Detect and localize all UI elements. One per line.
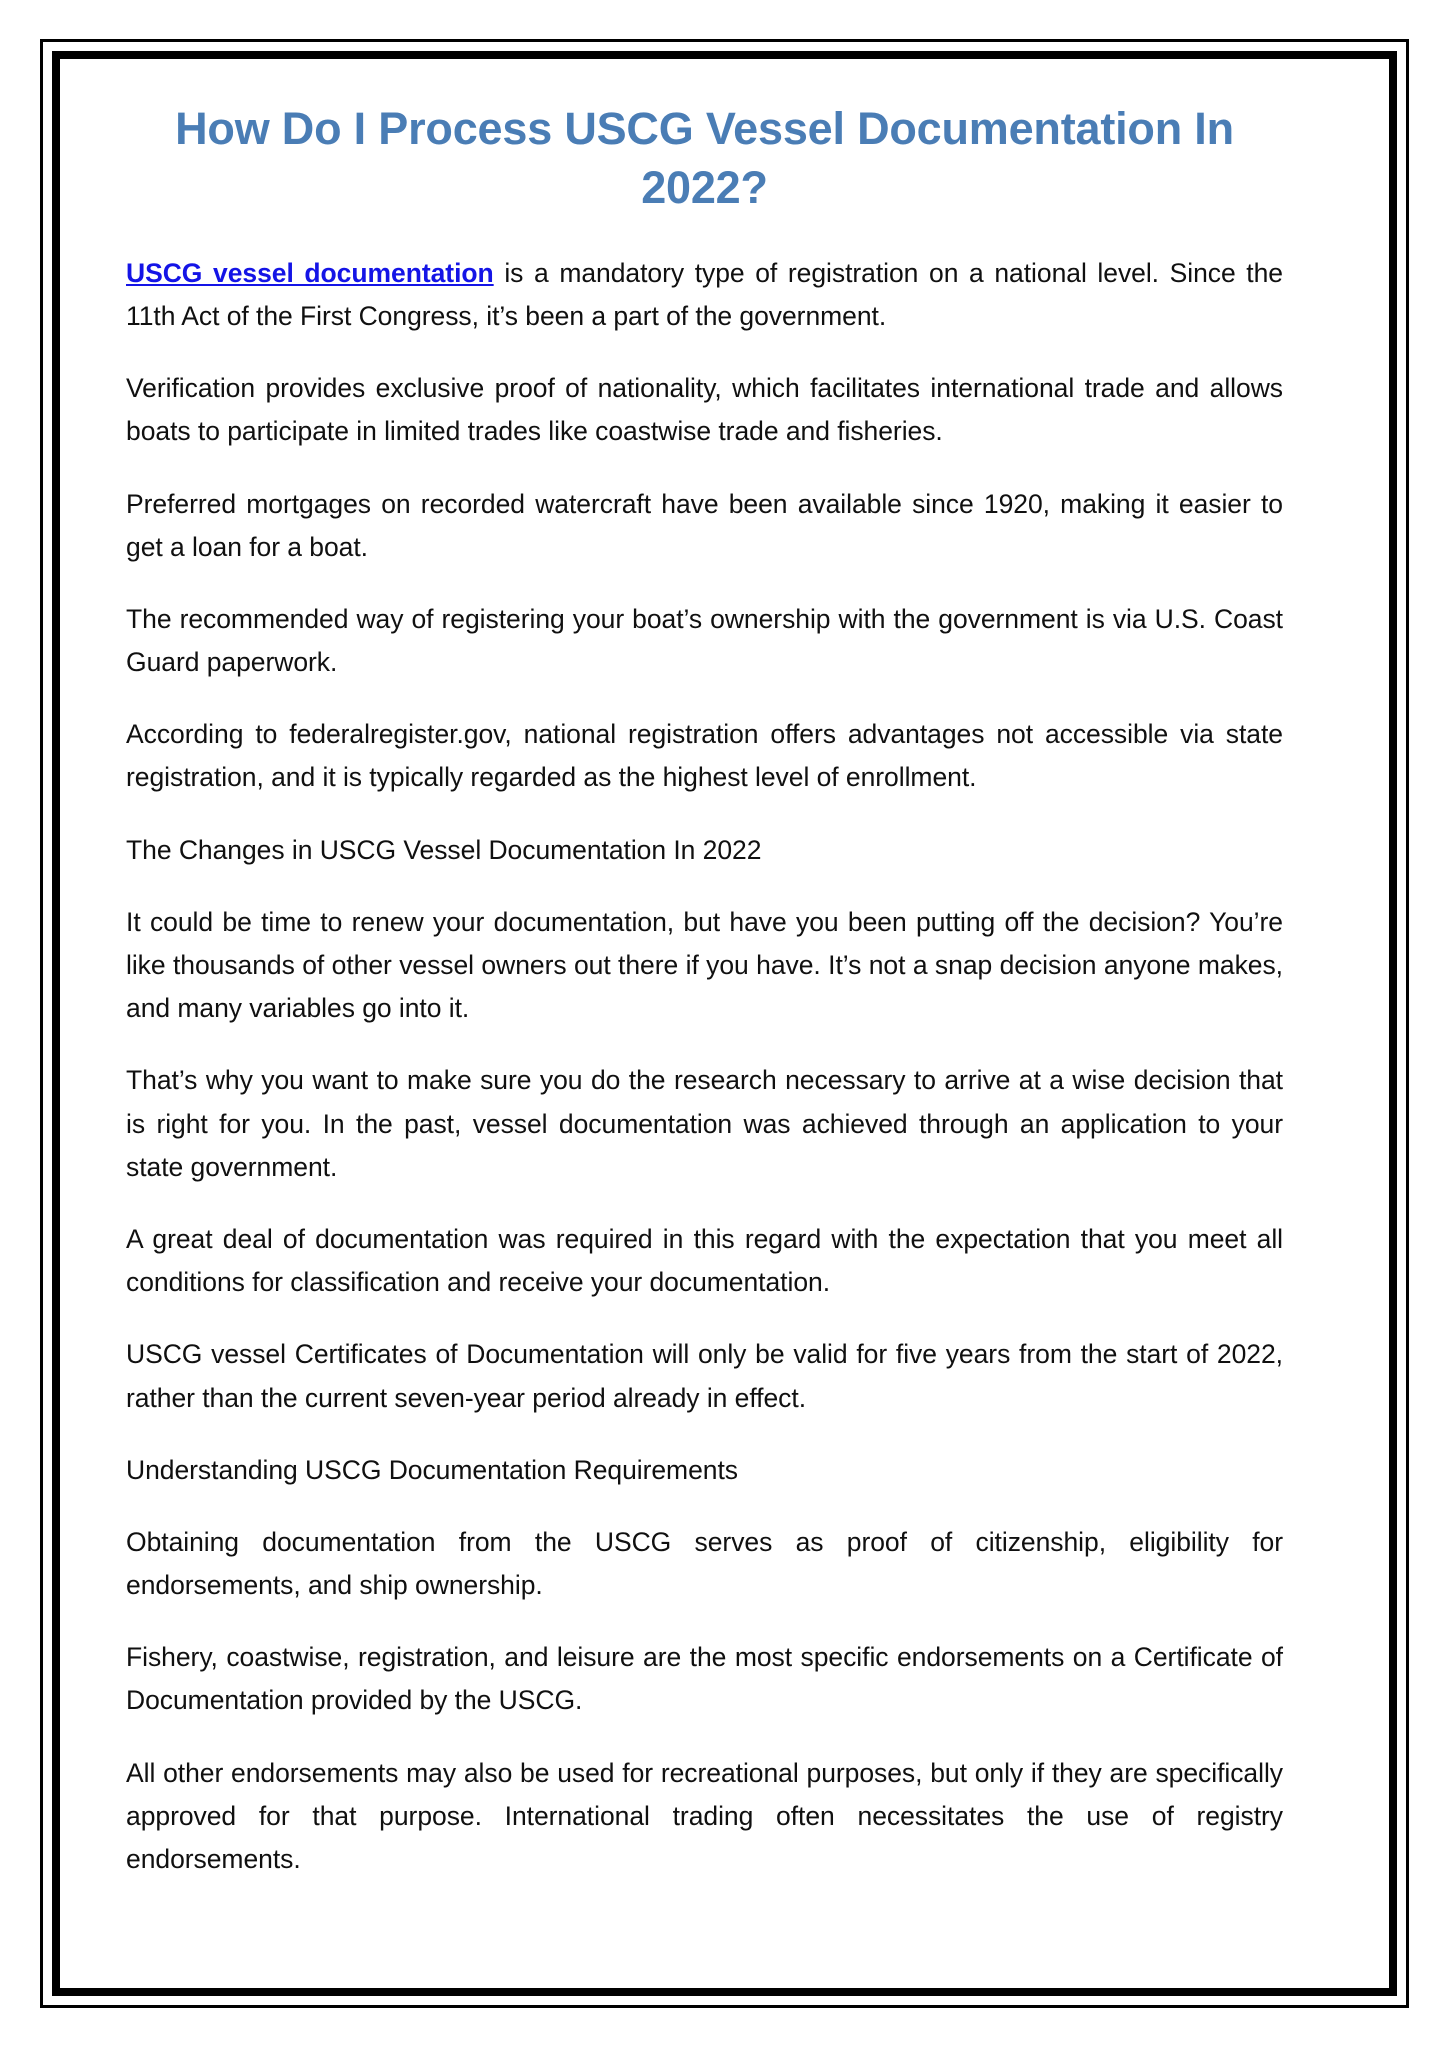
- document-content: [126, 99, 1283, 1881]
- paragraph-certificates-validity: USCG vessel Certificates of Documentation will only be valid for five years from the start of 2022, rather than the current seven-year period already in effect.: [126, 1339, 1283, 1413]
- page-title: How Do I Process USCG Vessel Documentation In 2022?: [175, 103, 1234, 214]
- paragraph-mortgages: Preferred mortgages on recorded watercraft have been available since 1920, making it easier to get a loan for a boat.: [126, 488, 1283, 562]
- subheading-understanding-requirements: Understanding USCG Documentation Requirements: [126, 1454, 738, 1485]
- paragraph-renew-decision: It could be time to renew your documentation, but have you been putting off the decision? You’re like thousands of other vessel owners out there if you have. It’s not a snap decision anyone makes, and many variables go into it.: [126, 906, 1283, 1024]
- paragraph-endorsement-types: Fishery, coastwise, registration, and leisure are the most specific endorsements on a Certificate of Documentation provided by the USCG.: [126, 1642, 1283, 1716]
- paragraph-intro: [126, 252, 1283, 338]
- paragraph-intro-text: is a mandatory type of registration on a national level. Since the 11th Act of the First Congress, it’s been a part of the government.: [126, 257, 1283, 331]
- paragraph-obtaining: Obtaining documentation from the USCG serves as proof of citizenship, eligibility for endorsements, and ship ownership.: [126, 1526, 1283, 1601]
- subheading-changes-2022: The Changes in USCG Vessel Documentation In 2022: [126, 834, 762, 865]
- paragraph-registering: The recommended way of registering your boat’s ownership with the government is via U.S. Coast Guard paperwork.: [126, 603, 1283, 678]
- paragraph-verification: Verification provides exclusive proof of nationality, which facilitates international trade and allows boats to participate in limited trades like coastwise trade and fisheries.: [126, 373, 1283, 447]
- paragraph-other-endorsements: All other endorsements may also be used for recreational purposes, but only if they are specifically approved for that purpose. International trading often necessitates the use of registry endorsements.: [126, 1757, 1283, 1875]
- paragraph-federalregister: According to federalregister.gov, national registration offers advantages not accessible via state registration, and it is typically regarded as the highest level of enrollment.: [126, 719, 1283, 793]
- uscg-vessel-documentation-link[interactable]: USCG vessel documentation: [126, 257, 494, 288]
- paragraph-research: That’s why you want to make sure you do the research necessary to arrive at a wise decision that is right for you. In the past, vessel documentation was achieved through an application to your state government.: [126, 1065, 1283, 1182]
- paragraph-great-deal: A great deal of documentation was required in this regard with the expectation that you meet all conditions for classification and receive your documentation.: [126, 1223, 1283, 1298]
